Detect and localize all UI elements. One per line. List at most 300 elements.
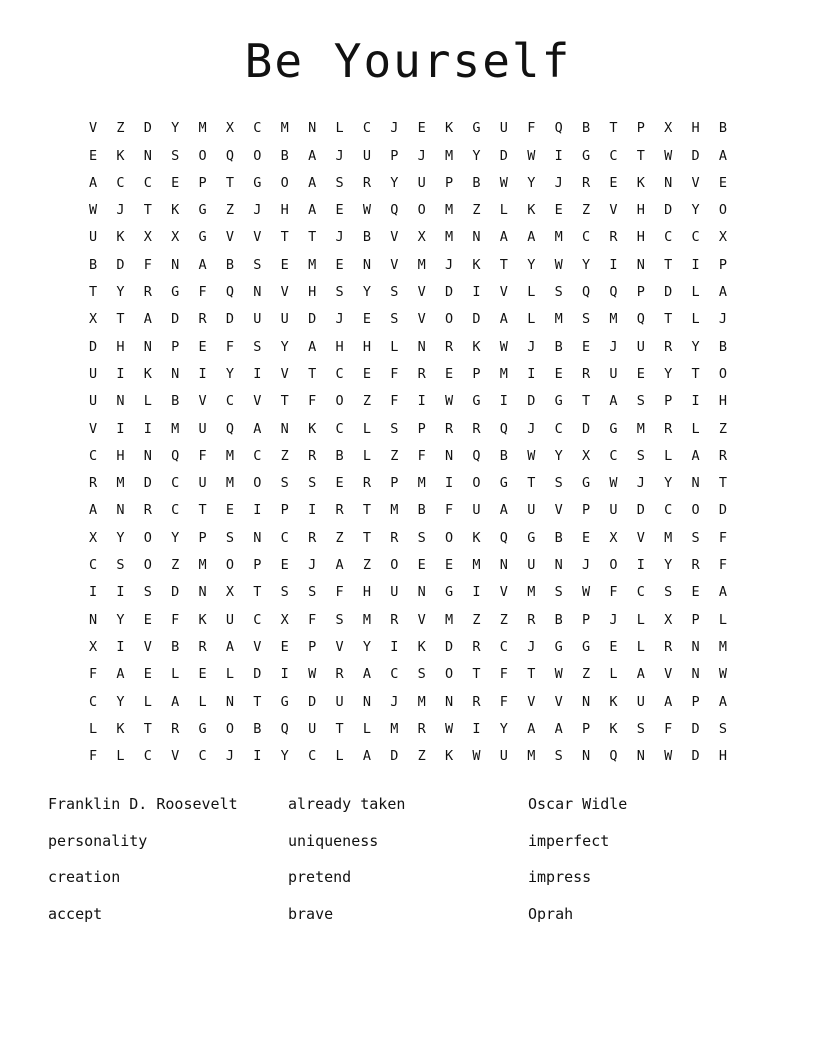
grid-letter[interactable]: J bbox=[308, 557, 317, 574]
grid-letter[interactable]: S bbox=[171, 147, 180, 164]
grid-letter[interactable]: Q bbox=[609, 748, 618, 765]
grid-letter[interactable]: M bbox=[445, 229, 454, 246]
grid-letter[interactable]: C bbox=[171, 502, 180, 519]
grid-letter[interactable]: R bbox=[581, 174, 591, 191]
grid-letter[interactable]: T bbox=[308, 229, 317, 246]
grid-letter[interactable]: H bbox=[335, 338, 344, 355]
grid-letter[interactable]: S bbox=[636, 447, 645, 464]
grid-letter[interactable]: T bbox=[280, 393, 289, 410]
grid-letter[interactable]: C bbox=[554, 420, 563, 437]
grid-letter[interactable]: M bbox=[417, 256, 426, 273]
grid-letter[interactable]: N bbox=[362, 256, 371, 273]
grid-letter[interactable]: A bbox=[527, 229, 536, 246]
grid-letter[interactable]: T bbox=[88, 284, 98, 301]
grid-letter[interactable]: X bbox=[143, 229, 152, 246]
grid-letter[interactable]: L bbox=[691, 311, 700, 328]
grid-letter[interactable]: T bbox=[116, 311, 125, 328]
grid-letter[interactable]: X bbox=[664, 611, 673, 628]
grid-letter[interactable]: V bbox=[88, 120, 98, 137]
grid-letter[interactable]: G bbox=[609, 420, 618, 437]
grid-letter[interactable]: Q bbox=[499, 529, 508, 546]
grid-letter[interactable]: V bbox=[198, 393, 207, 410]
grid-letter[interactable]: G bbox=[253, 174, 262, 191]
grid-letter[interactable]: U bbox=[609, 502, 618, 519]
grid-letter[interactable]: I bbox=[253, 748, 262, 765]
grid-letter[interactable]: K bbox=[308, 420, 317, 437]
grid-letter[interactable]: Y bbox=[664, 365, 673, 382]
grid-letter[interactable]: A bbox=[499, 502, 508, 519]
grid-letter[interactable]: K bbox=[527, 202, 536, 219]
grid-letter[interactable]: U bbox=[472, 502, 481, 519]
grid-letter[interactable]: J bbox=[609, 611, 618, 628]
grid-letter[interactable]: Q bbox=[390, 202, 399, 219]
grid-letter[interactable]: T bbox=[609, 120, 618, 137]
grid-letter[interactable]: V bbox=[691, 174, 700, 191]
grid-letter[interactable]: J bbox=[116, 202, 125, 219]
grid-letter[interactable]: F bbox=[417, 447, 426, 464]
grid-letter[interactable]: D bbox=[116, 256, 125, 273]
grid-letter[interactable]: R bbox=[445, 338, 454, 355]
grid-letter[interactable]: K bbox=[171, 202, 180, 219]
grid-letter[interactable]: R bbox=[472, 420, 481, 437]
grid-letter[interactable]: N bbox=[472, 229, 481, 246]
grid-letter[interactable]: F bbox=[445, 502, 454, 519]
grid-letter[interactable]: J bbox=[225, 748, 235, 765]
grid-letter[interactable]: C bbox=[335, 365, 344, 382]
grid-letter[interactable]: F bbox=[499, 693, 508, 710]
grid-letter[interactable]: M bbox=[280, 120, 289, 137]
grid-letter[interactable]: B bbox=[554, 611, 563, 628]
grid-letter[interactable]: G bbox=[527, 529, 536, 546]
grid-letter[interactable]: S bbox=[335, 611, 344, 628]
grid-letter[interactable]: C bbox=[335, 420, 344, 437]
grid-letter[interactable]: I bbox=[116, 420, 125, 437]
grid-letter[interactable]: M bbox=[718, 638, 728, 655]
grid-letter[interactable]: F bbox=[308, 393, 317, 410]
grid-letter[interactable]: R bbox=[143, 284, 152, 301]
grid-letter[interactable]: K bbox=[116, 229, 125, 246]
grid-letter[interactable]: N bbox=[581, 748, 591, 765]
grid-letter[interactable]: T bbox=[253, 584, 262, 601]
grid-letter[interactable]: J bbox=[609, 338, 618, 355]
grid-letter[interactable]: D bbox=[171, 584, 180, 601]
grid-letter[interactable]: F bbox=[390, 365, 399, 382]
grid-letter[interactable]: M bbox=[417, 475, 426, 492]
grid-letter[interactable]: S bbox=[581, 311, 591, 328]
grid-letter[interactable]: P bbox=[581, 720, 591, 737]
grid-letter[interactable]: U bbox=[636, 338, 645, 355]
grid-letter[interactable]: T bbox=[335, 720, 344, 737]
grid-letter[interactable]: V bbox=[225, 229, 235, 246]
grid-letter[interactable]: S bbox=[308, 475, 317, 492]
grid-letter[interactable]: R bbox=[581, 365, 591, 382]
grid-letter[interactable]: I bbox=[636, 557, 645, 574]
grid-letter[interactable]: M bbox=[116, 475, 125, 492]
grid-letter[interactable]: D bbox=[664, 202, 673, 219]
grid-letter[interactable]: O bbox=[445, 529, 454, 546]
grid-letter[interactable]: E bbox=[445, 365, 454, 382]
grid-letter[interactable]: T bbox=[664, 311, 673, 328]
word-list-item[interactable]: Franklin D. Roosevelt bbox=[48, 795, 238, 814]
grid-letter[interactable]: E bbox=[362, 365, 371, 382]
grid-letter[interactable]: M bbox=[225, 475, 235, 492]
grid-letter[interactable]: N bbox=[171, 256, 180, 273]
grid-letter[interactable]: I bbox=[445, 475, 454, 492]
grid-letter[interactable]: K bbox=[116, 720, 125, 737]
grid-letter[interactable]: N bbox=[636, 748, 645, 765]
grid-letter[interactable]: O bbox=[718, 365, 728, 382]
grid-letter[interactable]: N bbox=[499, 557, 508, 574]
grid-letter[interactable]: S bbox=[390, 420, 399, 437]
grid-letter[interactable]: R bbox=[417, 365, 426, 382]
grid-letter[interactable]: O bbox=[718, 202, 728, 219]
grid-letter[interactable]: T bbox=[527, 666, 536, 683]
grid-letter[interactable]: X bbox=[171, 229, 180, 246]
grid-letter[interactable]: C bbox=[143, 174, 152, 191]
grid-letter[interactable]: Y bbox=[225, 365, 235, 382]
grid-letter[interactable]: W bbox=[88, 202, 98, 219]
grid-letter[interactable]: V bbox=[280, 365, 289, 382]
grid-letter[interactable]: M bbox=[445, 147, 454, 164]
grid-letter[interactable]: F bbox=[143, 256, 152, 273]
grid-letter[interactable]: Z bbox=[581, 666, 591, 683]
grid-letter[interactable]: F bbox=[171, 611, 180, 628]
grid-letter[interactable]: H bbox=[718, 393, 728, 410]
grid-letter[interactable]: A bbox=[116, 666, 125, 683]
grid-letter[interactable]: S bbox=[253, 256, 262, 273]
grid-letter[interactable]: D bbox=[445, 638, 454, 655]
grid-letter[interactable]: N bbox=[417, 338, 426, 355]
grid-letter[interactable]: V bbox=[253, 229, 262, 246]
grid-letter[interactable]: O bbox=[445, 666, 454, 683]
grid-letter[interactable]: L bbox=[88, 720, 98, 737]
grid-letter[interactable]: C bbox=[499, 638, 508, 655]
grid-letter[interactable]: I bbox=[609, 256, 618, 273]
grid-letter[interactable]: Y bbox=[280, 748, 289, 765]
grid-letter[interactable]: P bbox=[472, 365, 481, 382]
grid-letter[interactable]: O bbox=[335, 393, 344, 410]
grid-letter[interactable]: Q bbox=[225, 284, 235, 301]
grid-letter[interactable]: V bbox=[253, 393, 262, 410]
grid-letter[interactable]: F bbox=[718, 557, 728, 574]
grid-letter[interactable]: Q bbox=[225, 147, 235, 164]
grid-letter[interactable]: R bbox=[198, 311, 207, 328]
grid-letter[interactable]: V bbox=[499, 584, 508, 601]
grid-letter[interactable]: M bbox=[527, 584, 536, 601]
grid-letter[interactable]: D bbox=[499, 147, 508, 164]
grid-letter[interactable]: S bbox=[390, 311, 399, 328]
grid-letter[interactable]: N bbox=[88, 611, 98, 628]
grid-letter[interactable]: Y bbox=[527, 256, 536, 273]
grid-letter[interactable]: Y bbox=[499, 720, 508, 737]
grid-letter[interactable]: I bbox=[527, 365, 536, 382]
grid-letter[interactable]: Z bbox=[280, 447, 289, 464]
grid-letter[interactable]: U bbox=[280, 311, 289, 328]
grid-letter[interactable]: M bbox=[171, 420, 180, 437]
grid-letter[interactable]: V bbox=[88, 420, 98, 437]
grid-letter[interactable]: T bbox=[691, 365, 700, 382]
grid-letter[interactable]: V bbox=[554, 502, 563, 519]
grid-letter[interactable]: Z bbox=[362, 557, 371, 574]
grid-letter[interactable]: N bbox=[636, 256, 645, 273]
grid-letter[interactable]: L bbox=[335, 120, 344, 137]
grid-letter[interactable]: R bbox=[691, 557, 700, 574]
grid-letter[interactable]: Y bbox=[362, 284, 371, 301]
grid-letter[interactable]: X bbox=[664, 120, 673, 137]
grid-letter[interactable]: S bbox=[253, 338, 262, 355]
grid-letter[interactable]: Z bbox=[171, 557, 180, 574]
grid-letter[interactable]: N bbox=[198, 584, 207, 601]
grid-letter[interactable]: C bbox=[171, 475, 180, 492]
grid-letter[interactable]: W bbox=[499, 338, 508, 355]
grid-letter[interactable]: E bbox=[581, 338, 591, 355]
grid-letter[interactable]: E bbox=[335, 256, 344, 273]
grid-letter[interactable]: I bbox=[116, 638, 125, 655]
grid-letter[interactable]: J bbox=[445, 256, 454, 273]
grid-letter[interactable]: R bbox=[308, 447, 317, 464]
grid-letter[interactable]: L bbox=[664, 447, 673, 464]
grid-letter[interactable]: P bbox=[718, 256, 728, 273]
grid-letter[interactable]: U bbox=[499, 120, 508, 137]
grid-letter[interactable]: Q bbox=[499, 420, 508, 437]
grid-letter[interactable]: E bbox=[417, 557, 426, 574]
grid-letter[interactable]: Q bbox=[280, 720, 289, 737]
grid-letter[interactable]: S bbox=[554, 284, 563, 301]
grid-letter[interactable]: P bbox=[308, 638, 317, 655]
grid-letter[interactable]: N bbox=[581, 693, 591, 710]
grid-letter[interactable]: G bbox=[472, 120, 481, 137]
grid-letter[interactable]: E bbox=[417, 120, 426, 137]
grid-letter[interactable]: E bbox=[198, 338, 207, 355]
grid-letter[interactable]: A bbox=[198, 256, 207, 273]
grid-letter[interactable]: C bbox=[664, 229, 673, 246]
grid-letter[interactable]: M bbox=[445, 202, 454, 219]
grid-letter[interactable]: J bbox=[335, 229, 344, 246]
grid-letter[interactable]: L bbox=[527, 311, 536, 328]
grid-letter[interactable]: I bbox=[143, 420, 152, 437]
grid-letter[interactable]: S bbox=[225, 529, 235, 546]
grid-letter[interactable]: W bbox=[718, 666, 728, 683]
grid-letter[interactable]: M bbox=[390, 502, 399, 519]
grid-letter[interactable]: J bbox=[390, 120, 399, 137]
grid-letter[interactable]: G bbox=[581, 475, 591, 492]
grid-letter[interactable]: E bbox=[198, 666, 207, 683]
grid-letter[interactable]: R bbox=[308, 529, 317, 546]
grid-letter[interactable]: A bbox=[225, 638, 235, 655]
grid-letter[interactable]: S bbox=[691, 529, 700, 546]
grid-letter[interactable]: T bbox=[253, 693, 262, 710]
grid-letter[interactable]: H bbox=[636, 229, 645, 246]
grid-letter[interactable]: S bbox=[280, 584, 289, 601]
grid-letter[interactable]: Y bbox=[280, 338, 289, 355]
grid-letter[interactable]: T bbox=[225, 174, 235, 191]
grid-letter[interactable]: W bbox=[445, 393, 454, 410]
grid-letter[interactable]: E bbox=[691, 584, 700, 601]
grid-letter[interactable]: S bbox=[554, 475, 563, 492]
grid-letter[interactable]: A bbox=[143, 311, 152, 328]
grid-letter[interactable]: V bbox=[171, 748, 180, 765]
grid-letter[interactable]: S bbox=[280, 475, 289, 492]
grid-letter[interactable]: N bbox=[445, 447, 454, 464]
grid-letter[interactable]: P bbox=[445, 174, 454, 191]
grid-letter[interactable]: R bbox=[390, 611, 399, 628]
grid-letter[interactable]: A bbox=[664, 693, 673, 710]
grid-letter[interactable]: I bbox=[198, 365, 207, 382]
grid-letter[interactable]: R bbox=[664, 338, 673, 355]
grid-letter[interactable]: N bbox=[691, 666, 700, 683]
grid-letter[interactable]: N bbox=[308, 120, 317, 137]
grid-letter[interactable]: L bbox=[362, 447, 371, 464]
grid-letter[interactable]: F bbox=[390, 393, 399, 410]
grid-letter[interactable]: C bbox=[664, 502, 673, 519]
grid-letter[interactable]: X bbox=[280, 611, 289, 628]
grid-letter[interactable]: Z bbox=[718, 420, 728, 437]
grid-letter[interactable]: U bbox=[636, 693, 645, 710]
grid-letter[interactable]: Y bbox=[116, 529, 125, 546]
grid-letter[interactable]: M bbox=[636, 420, 645, 437]
grid-letter[interactable]: Z bbox=[499, 611, 508, 628]
grid-letter[interactable]: A bbox=[308, 174, 317, 191]
grid-letter[interactable]: I bbox=[88, 584, 98, 601]
grid-letter[interactable]: V bbox=[499, 284, 508, 301]
grid-letter[interactable]: B bbox=[171, 638, 180, 655]
grid-letter[interactable]: R bbox=[527, 611, 536, 628]
grid-letter[interactable]: U bbox=[362, 147, 371, 164]
grid-letter[interactable]: P bbox=[253, 557, 262, 574]
grid-letter[interactable]: U bbox=[390, 584, 399, 601]
grid-letter[interactable]: Z bbox=[362, 393, 371, 410]
grid-letter[interactable]: N bbox=[225, 693, 235, 710]
grid-letter[interactable]: O bbox=[609, 557, 618, 574]
grid-letter[interactable]: M bbox=[198, 557, 207, 574]
grid-letter[interactable]: Q bbox=[554, 120, 563, 137]
grid-letter[interactable]: Y bbox=[390, 174, 399, 191]
grid-letter[interactable]: M bbox=[664, 529, 673, 546]
grid-letter[interactable]: Y bbox=[664, 557, 673, 574]
grid-letter[interactable]: Z bbox=[225, 202, 235, 219]
grid-letter[interactable]: O bbox=[253, 147, 262, 164]
grid-letter[interactable]: O bbox=[225, 720, 235, 737]
grid-letter[interactable]: R bbox=[335, 666, 344, 683]
grid-letter[interactable]: N bbox=[143, 447, 152, 464]
grid-letter[interactable]: A bbox=[362, 666, 371, 683]
grid-letter[interactable]: B bbox=[171, 393, 180, 410]
grid-letter[interactable]: P bbox=[691, 693, 700, 710]
grid-letter[interactable]: X bbox=[88, 529, 98, 546]
grid-letter[interactable]: N bbox=[417, 584, 426, 601]
grid-letter[interactable]: L bbox=[335, 748, 344, 765]
grid-letter[interactable]: A bbox=[718, 693, 728, 710]
grid-letter[interactable]: W bbox=[554, 256, 563, 273]
grid-letter[interactable]: C bbox=[88, 447, 98, 464]
grid-letter[interactable]: K bbox=[143, 365, 152, 382]
grid-letter[interactable]: O bbox=[198, 147, 207, 164]
grid-letter[interactable]: Q bbox=[472, 447, 481, 464]
grid-letter[interactable]: D bbox=[171, 311, 180, 328]
grid-letter[interactable]: V bbox=[335, 638, 344, 655]
word-list-item[interactable]: already taken bbox=[288, 795, 406, 814]
grid-letter[interactable]: O bbox=[225, 557, 235, 574]
grid-letter[interactable]: J bbox=[527, 420, 536, 437]
grid-letter[interactable]: N bbox=[554, 557, 563, 574]
grid-letter[interactable]: M bbox=[417, 693, 426, 710]
grid-letter[interactable]: R bbox=[171, 720, 180, 737]
grid-letter[interactable]: P bbox=[581, 502, 591, 519]
grid-letter[interactable]: O bbox=[143, 557, 152, 574]
grid-letter[interactable]: N bbox=[143, 338, 152, 355]
grid-letter[interactable]: U bbox=[499, 748, 508, 765]
grid-letter[interactable]: B bbox=[362, 229, 371, 246]
grid-letter[interactable]: X bbox=[417, 229, 426, 246]
grid-letter[interactable]: H bbox=[718, 748, 728, 765]
grid-letter[interactable]: D bbox=[253, 666, 262, 683]
grid-letter[interactable]: P bbox=[691, 611, 700, 628]
grid-letter[interactable]: U bbox=[417, 174, 426, 191]
grid-letter[interactable]: A bbox=[609, 393, 618, 410]
grid-letter[interactable]: P bbox=[636, 284, 645, 301]
grid-letter[interactable]: M bbox=[554, 311, 563, 328]
grid-letter[interactable]: N bbox=[280, 420, 289, 437]
grid-letter[interactable]: M bbox=[472, 557, 481, 574]
grid-letter[interactable]: Y bbox=[171, 120, 180, 137]
grid-letter[interactable]: G bbox=[581, 147, 591, 164]
grid-letter[interactable]: U bbox=[88, 229, 98, 246]
grid-letter[interactable]: C bbox=[88, 557, 98, 574]
grid-letter[interactable]: J bbox=[718, 311, 728, 328]
grid-letter[interactable]: D bbox=[691, 720, 700, 737]
grid-letter[interactable]: T bbox=[664, 256, 673, 273]
word-list-item[interactable]: brave bbox=[288, 904, 334, 923]
grid-letter[interactable]: O bbox=[390, 557, 399, 574]
grid-letter[interactable]: F bbox=[718, 529, 728, 546]
grid-letter[interactable]: V bbox=[417, 611, 426, 628]
grid-letter[interactable]: A bbox=[527, 720, 536, 737]
grid-letter[interactable]: R bbox=[445, 420, 454, 437]
grid-letter[interactable]: F bbox=[335, 584, 344, 601]
grid-letter[interactable]: L bbox=[225, 666, 235, 683]
grid-letter[interactable]: Q bbox=[225, 420, 235, 437]
grid-letter[interactable]: H bbox=[636, 202, 645, 219]
grid-letter[interactable]: K bbox=[472, 529, 481, 546]
grid-letter[interactable]: L bbox=[609, 666, 618, 683]
grid-letter[interactable]: A bbox=[88, 174, 98, 191]
grid-letter[interactable]: I bbox=[390, 638, 399, 655]
grid-letter[interactable]: I bbox=[280, 666, 289, 683]
grid-letter[interactable]: T bbox=[472, 666, 481, 683]
grid-letter[interactable]: D bbox=[581, 420, 591, 437]
grid-letter[interactable]: N bbox=[253, 284, 262, 301]
grid-letter[interactable]: C bbox=[280, 529, 289, 546]
grid-letter[interactable]: G bbox=[554, 638, 563, 655]
grid-letter[interactable]: D bbox=[308, 311, 317, 328]
grid-letter[interactable]: M bbox=[609, 311, 618, 328]
grid-letter[interactable]: I bbox=[691, 393, 700, 410]
grid-letter[interactable]: C bbox=[609, 447, 618, 464]
grid-letter[interactable]: A bbox=[88, 502, 98, 519]
grid-letter[interactable]: W bbox=[554, 666, 563, 683]
grid-letter[interactable]: N bbox=[116, 393, 125, 410]
grid-letter[interactable]: G bbox=[198, 720, 207, 737]
grid-letter[interactable]: L bbox=[636, 611, 645, 628]
grid-letter[interactable]: U bbox=[88, 365, 98, 382]
grid-letter[interactable]: D bbox=[691, 748, 700, 765]
grid-letter[interactable]: A bbox=[335, 557, 344, 574]
grid-letter[interactable]: C bbox=[253, 120, 262, 137]
word-list-item[interactable]: creation bbox=[48, 868, 121, 887]
grid-letter[interactable]: S bbox=[554, 584, 563, 601]
grid-letter[interactable]: I bbox=[253, 365, 262, 382]
grid-letter[interactable]: L bbox=[143, 693, 152, 710]
